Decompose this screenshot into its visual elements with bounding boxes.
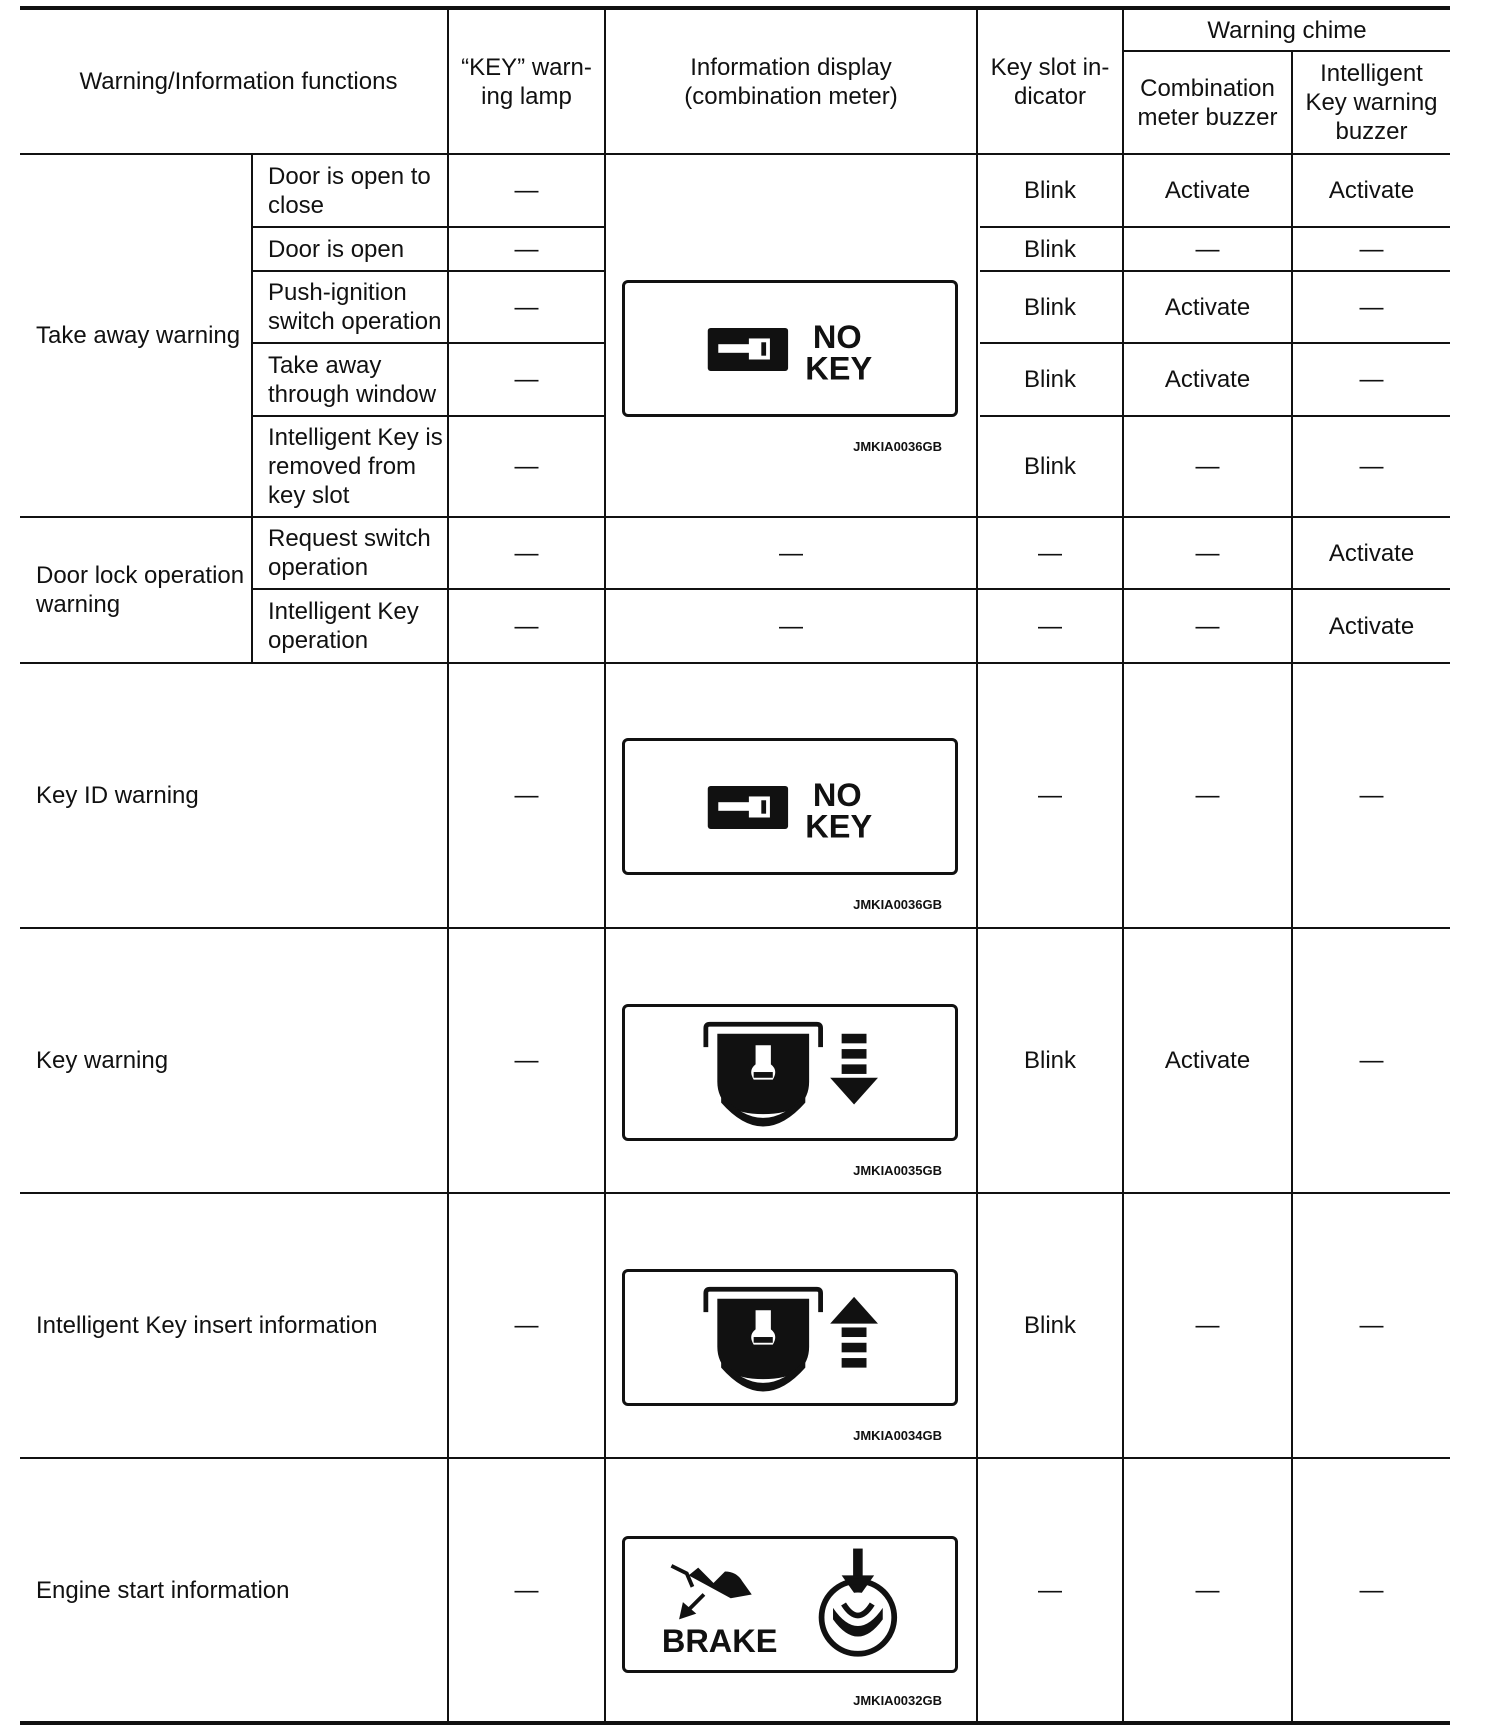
meter-buzzer-value: — (1195, 1312, 1220, 1339)
header-key-lamp: “KEY” warn- ing lamp (461, 53, 592, 110)
key-lamp-value: — (514, 177, 539, 204)
sub-push-ignition: Push-ignition switch operation (268, 279, 442, 335)
svg-text:KEY: KEY (805, 350, 873, 387)
meter-buzzer-value: — (1195, 539, 1220, 567)
key-slot-insert-icon (625, 1272, 955, 1403)
key-lamp-value: — (514, 1576, 539, 1604)
key-lamp-value: — (514, 1312, 539, 1339)
header-functions: Warning/Information functions (79, 68, 398, 95)
key-lamp-value: — (514, 612, 539, 640)
sub-door-open: Door is open (268, 235, 405, 263)
group-ikey-insert: Intelligent Key insert information (36, 1312, 378, 1339)
header-ikey-buzzer: Intelligent Key warning buzzer (1305, 60, 1438, 145)
key-slot-value: — (1038, 612, 1062, 640)
no-key-display (622, 280, 958, 417)
sub-ikey-operation: Intelligent Key operation (268, 598, 419, 654)
key-lamp-value: — (514, 539, 539, 567)
figure-code: JMKIA0034GB (853, 1428, 942, 1443)
header-meter-buzzer: Combination meter buzzer (1137, 74, 1278, 131)
svg-text:NO: NO (812, 319, 862, 356)
ikey-buzzer-value: — (1359, 782, 1384, 809)
group-take-away: Take away warning (36, 322, 241, 349)
group-door-lock: Door lock operation warning (36, 562, 245, 618)
svg-text:NO: NO (812, 777, 862, 814)
ikey-buzzer-value: Activate (1328, 539, 1415, 567)
svg-text:BRAKE: BRAKE (661, 1622, 778, 1659)
figure-code: JMKIA0036GB (853, 897, 942, 912)
info-display-value: — (779, 539, 803, 567)
sub-request-switch: Request switch operation (268, 525, 431, 581)
group-key-warning: Key warning (36, 1047, 169, 1074)
ikey-buzzer-value: — (1359, 366, 1384, 393)
key-slot-value: — (1038, 782, 1062, 809)
meter-buzzer-value: — (1195, 782, 1220, 809)
svg-text:KEY: KEY (805, 808, 873, 845)
ikey-buzzer-value: — (1359, 453, 1384, 480)
key-lamp-value: — (514, 453, 539, 480)
meter-buzzer-value: — (1195, 612, 1220, 640)
header-warning-chime: Warning chime (1207, 16, 1367, 44)
ikey-buzzer-value: Activate (1328, 612, 1415, 640)
ikey-buzzer-value: — (1359, 293, 1384, 321)
key-lamp-value: — (514, 293, 539, 321)
meter-buzzer-value: — (1195, 235, 1220, 263)
key-slot-value: Blink (1023, 235, 1077, 263)
key-icon (625, 741, 955, 872)
key-slot-value: Blink (1023, 366, 1077, 393)
figure-code: JMKIA0035GB (853, 1163, 942, 1178)
meter-buzzer-value: Activate (1164, 366, 1251, 393)
key-lamp-value: — (514, 366, 539, 393)
key-icon (625, 283, 955, 414)
meter-buzzer-value: — (1195, 1576, 1220, 1604)
ikey-buzzer-value: — (1359, 1576, 1384, 1604)
sub-take-away-window: Take away through window (268, 351, 437, 408)
key-slot-remove-icon (625, 1007, 955, 1138)
meter-buzzer-value: Activate (1164, 293, 1251, 321)
info-display-value: — (779, 612, 803, 640)
meter-buzzer-value: Activate (1164, 177, 1251, 204)
group-engine-start: Engine start information (36, 1576, 290, 1604)
key-insert-display (622, 1269, 958, 1406)
ikey-buzzer-value: — (1359, 1312, 1384, 1339)
key-slot-value: Blink (1023, 453, 1077, 480)
key-warning-display (622, 1004, 958, 1141)
no-key-display (622, 738, 958, 875)
sub-ikey-removed: Intelligent Key is removed from key slot (268, 424, 443, 509)
group-key-id: Key ID warning (36, 782, 199, 809)
key-slot-value: Blink (1023, 177, 1077, 204)
ikey-buzzer-value: — (1359, 1047, 1384, 1074)
ikey-buzzer-value: — (1359, 235, 1384, 263)
key-slot-value: — (1038, 1576, 1062, 1604)
key-lamp-value: — (514, 782, 539, 809)
brake-push-icon (625, 1539, 955, 1670)
meter-buzzer-value: Activate (1164, 1047, 1251, 1074)
rule (604, 8, 606, 1723)
header-info-display: Information display (combination meter) (684, 53, 898, 110)
key-slot-value: Blink (1023, 1312, 1077, 1339)
header-key-slot: Key slot in- dicator (990, 53, 1110, 110)
figure-code: JMKIA0036GB (853, 439, 942, 454)
key-lamp-value: — (514, 1047, 539, 1074)
key-slot-value: Blink (1023, 1047, 1077, 1074)
key-lamp-value: — (514, 235, 539, 263)
table-bottom-rule (20, 1721, 1450, 1725)
engine-start-display (622, 1536, 958, 1673)
key-slot-value: — (1038, 539, 1062, 567)
ikey-buzzer-value: Activate (1328, 177, 1415, 204)
meter-buzzer-value: — (1195, 453, 1220, 480)
key-slot-value: Blink (1023, 293, 1077, 321)
figure-code: JMKIA0032GB (853, 1693, 942, 1708)
sub-door-open-close: Door is open to close (268, 162, 431, 219)
